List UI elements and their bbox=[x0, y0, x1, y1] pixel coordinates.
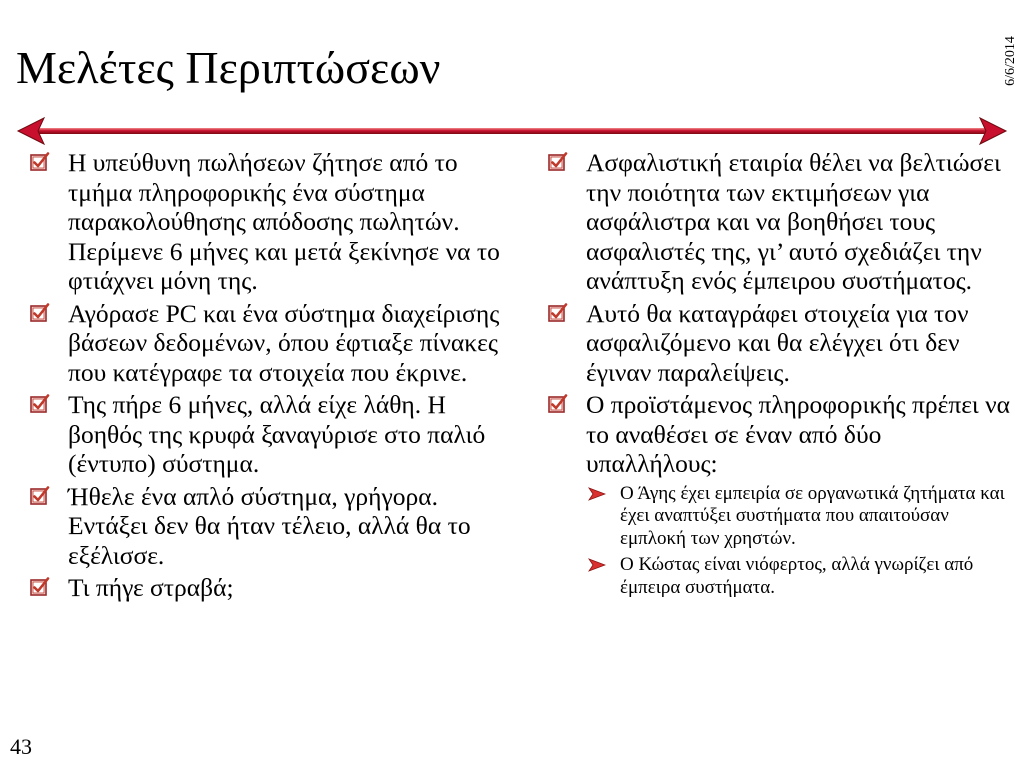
checkbox-bullet-icon bbox=[30, 303, 50, 323]
sub-bullet-item bbox=[588, 483, 1012, 551]
left-column bbox=[30, 148, 500, 606]
checkbox-bullet-icon bbox=[30, 394, 50, 414]
bullet-item bbox=[30, 390, 500, 479]
bullet-item bbox=[548, 148, 1012, 296]
sub-bullet-text: Ο Κώστας είναι νιόφερτος, αλλά γνωρίζει από έμπειρα συστήματα. bbox=[620, 554, 974, 598]
bullet-text: Ο προϊστάμενος πληροφορικής πρέπει να το αναθέσει σε έναν από δύο υπαλλήλους: bbox=[586, 390, 1011, 478]
checkbox-bullet-icon bbox=[30, 152, 50, 172]
sub-bullet-text: Ο Άγης έχει εμπειρία σε οργανωτικά ζητήματα και έχει αναπτύξει συστήματα που απαιτούσαν εμπλοκή των χρηστών. bbox=[620, 482, 1005, 549]
checkbox-bullet-icon bbox=[548, 303, 568, 323]
checkbox-bullet-icon bbox=[548, 394, 568, 414]
right-column bbox=[548, 148, 1012, 602]
checkbox-bullet-icon bbox=[548, 152, 568, 172]
bullet-text: Ασφαλιστική εταιρία θέλει να βελτιώσει την ποιότητα των εκτιμήσεων για ασφάλιστρα και να βοηθήσει τους ασφαλιστές της, γι’ αυτό σχεδιάζει την ανάπτυξη ενός έμπειρου συστήματος. bbox=[586, 148, 1001, 295]
bullet-text: Της πήρε 6 μήνες, αλλά είχε λάθη. Η βοηθός της κρυφά ξαναγύρισε στο παλιό (έντυπο) σύστημα. bbox=[68, 390, 486, 478]
bullet-text: Αγόρασε PC και ένα σύστημα διαχείρισης βάσεων δεδομένων, όπου έφτιαξε πίνακες που κατέγραφε τα στοιχεία που έκρινε. bbox=[68, 298, 500, 387]
bullet-text: Η υπεύθυνη πωλήσεων ζήτησε από το τμήμα πληροφορικής ένα σύστημα παρακολούθησης απόδοσης πωλητών. Περίμενε 6 μήνες και μετά ξεκίνησε να το φτιάχνει μόνη της. bbox=[68, 148, 500, 295]
slide-date: 6/6/2014 bbox=[1003, 36, 1018, 86]
title-divider-arrow bbox=[14, 114, 1010, 150]
bullet-item bbox=[548, 390, 1012, 479]
bullet-item bbox=[30, 573, 500, 603]
bullet-text: Αυτό θα καταγράφει στοιχεία για τον ασφαλιζόμενο και θα ελέγχει ότι δεν έγιναν παραλείψεις. bbox=[586, 298, 969, 387]
page-number: 43 bbox=[10, 734, 32, 759]
bullet-text: Τι πήγε στραβά; bbox=[68, 573, 234, 602]
bullet-item bbox=[548, 299, 1012, 388]
arrow-bullet-icon bbox=[588, 558, 606, 572]
bullet-text: Ήθελε ένα απλό σύστημα, γρήγορα. Εντάξει δεν θα ήταν τέλειο, αλλά θα το εξέλισσε. bbox=[68, 481, 471, 570]
arrow-bullet-icon bbox=[588, 487, 606, 501]
bullet-item bbox=[30, 299, 500, 388]
slide-title: Μελέτες Περιπτώσεων bbox=[16, 42, 441, 93]
checkbox-bullet-icon bbox=[30, 486, 50, 506]
bullet-item bbox=[30, 148, 500, 296]
bullet-item bbox=[30, 482, 500, 571]
checkbox-bullet-icon bbox=[30, 577, 50, 597]
sub-bullet-item bbox=[588, 554, 1012, 599]
